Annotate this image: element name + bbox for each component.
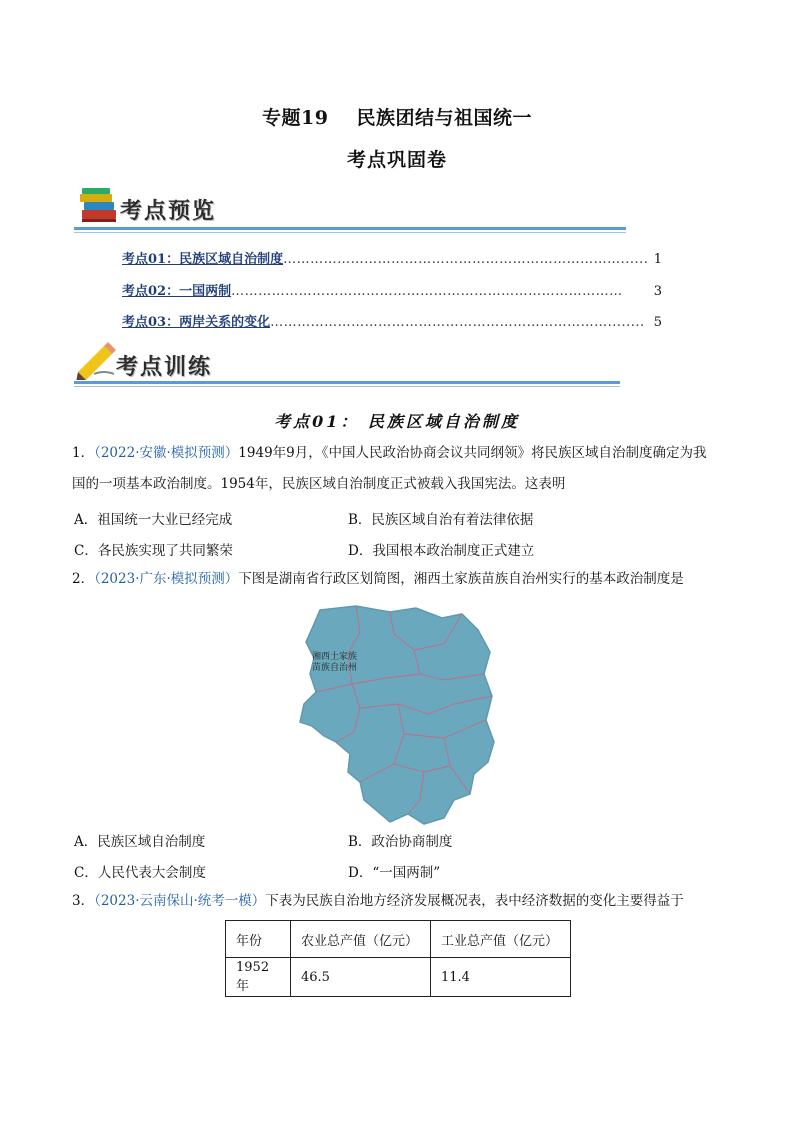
question-number: 2． [72,571,95,587]
training-banner [74,340,620,388]
toc-item-label[interactable]: 考点03：两岸关系的变化 [122,315,271,330]
table-header-cell: 工业总产值（亿元） [431,921,571,958]
toc-leader-dots: …………………………………………………………………...... [283,252,649,267]
economy-table [225,920,571,997]
q1-option-b[interactable]: B．民族区域自治有着法律依据 [348,512,534,528]
toc-page-number: 1 [653,252,662,267]
table-cell: 11.4 [431,958,571,997]
table-row [226,958,571,997]
q2-option-d[interactable]: D．“一国两制” [348,865,441,881]
table-header-cell: 农业总产值（亿元） [291,921,431,958]
banner-underline-thin [74,232,626,233]
question-3 [72,886,722,917]
q2-option-b[interactable]: B．政治协商制度 [348,834,453,850]
table-cell: 46.5 [291,958,431,997]
books-icon [74,186,120,226]
question-number: 1． [72,445,95,461]
table-header-cell: 年份 [226,921,291,958]
toc-leader-dots: …………………………………………………………………........ [270,315,645,330]
question-source: （2023·广东·模拟预测） [94,571,239,587]
document-title [0,103,794,130]
question-2-line-1 [72,564,722,595]
training-heading: 考点训练 [116,354,213,380]
q1-option-d[interactable]: D．我国根本政治制度正式建立 [348,543,535,559]
question-source: （2023·云南保山·统考一模） [94,893,266,909]
question-number: 3． [72,893,95,909]
document-subtitle: 考点巩固卷 [346,149,447,171]
map-label-line-1: 湘西土家族 [312,651,358,661]
question-text: 1949年9月，《中国人民政治协商会议共同纲领》将民族区域自治制度确定为我 [238,445,707,461]
section-title: 考点01： 民族区域自治制度 [274,412,520,431]
q1-option-c[interactable]: C．各民族实现了共同繁荣 [74,543,233,559]
q2-option-a[interactable]: A．民族区域自治制度 [74,834,206,850]
question-2 [72,564,722,595]
toc-item-label[interactable]: 考点01：民族区域自治制度 [122,252,284,267]
question-source: （2022·安徽·模拟预测） [94,445,239,461]
toc-page-number: 3 [653,284,662,299]
banner-underline [74,227,626,230]
preview-heading: 考点预览 [120,198,217,224]
question-1 [72,438,722,500]
question-1-line-1 [72,438,722,469]
pencil-icon [74,340,120,380]
toc-page-number: 5 [653,315,662,330]
table-header-row [226,921,571,958]
toc-item-3[interactable] [122,311,662,330]
question-1-line-2: 国的一项基本政治制度。1954年，民族区域自治制度正式被载入我国宪法。这表明 [72,476,566,492]
toc-item-2[interactable] [122,280,662,299]
preview-banner [74,186,626,234]
q1-option-a[interactable]: A．祖国统一大业已经完成 [74,512,233,528]
toc-item-label[interactable]: 考点02：一国两制 [122,284,232,299]
question-3-line-1 [72,886,722,917]
hunan-map [294,604,500,826]
question-text: 下表为民族自治地方经济发展概况表，表中经济数据的变化主要得益于 [265,893,684,909]
map-label-line-2: 苗族自治州 [312,662,358,672]
question-text: 下图是湖南省行政区划简图，湘西土家族苗族自治州实行的基本政治制度是 [238,571,684,587]
title-topic-number: 专题19 [262,107,329,129]
toc-item-1[interactable] [122,248,662,267]
map-outline [300,606,494,824]
title-topic-name: 民族团结与祖国统一 [356,107,532,129]
table-cell: 1952年 [226,958,291,997]
banner-underline [74,381,620,384]
banner-underline-thin [74,386,620,387]
toc-leader-dots: …………………………………………………………………………… [231,284,623,299]
q2-option-c[interactable]: C．人民代表大会制度 [74,865,206,881]
